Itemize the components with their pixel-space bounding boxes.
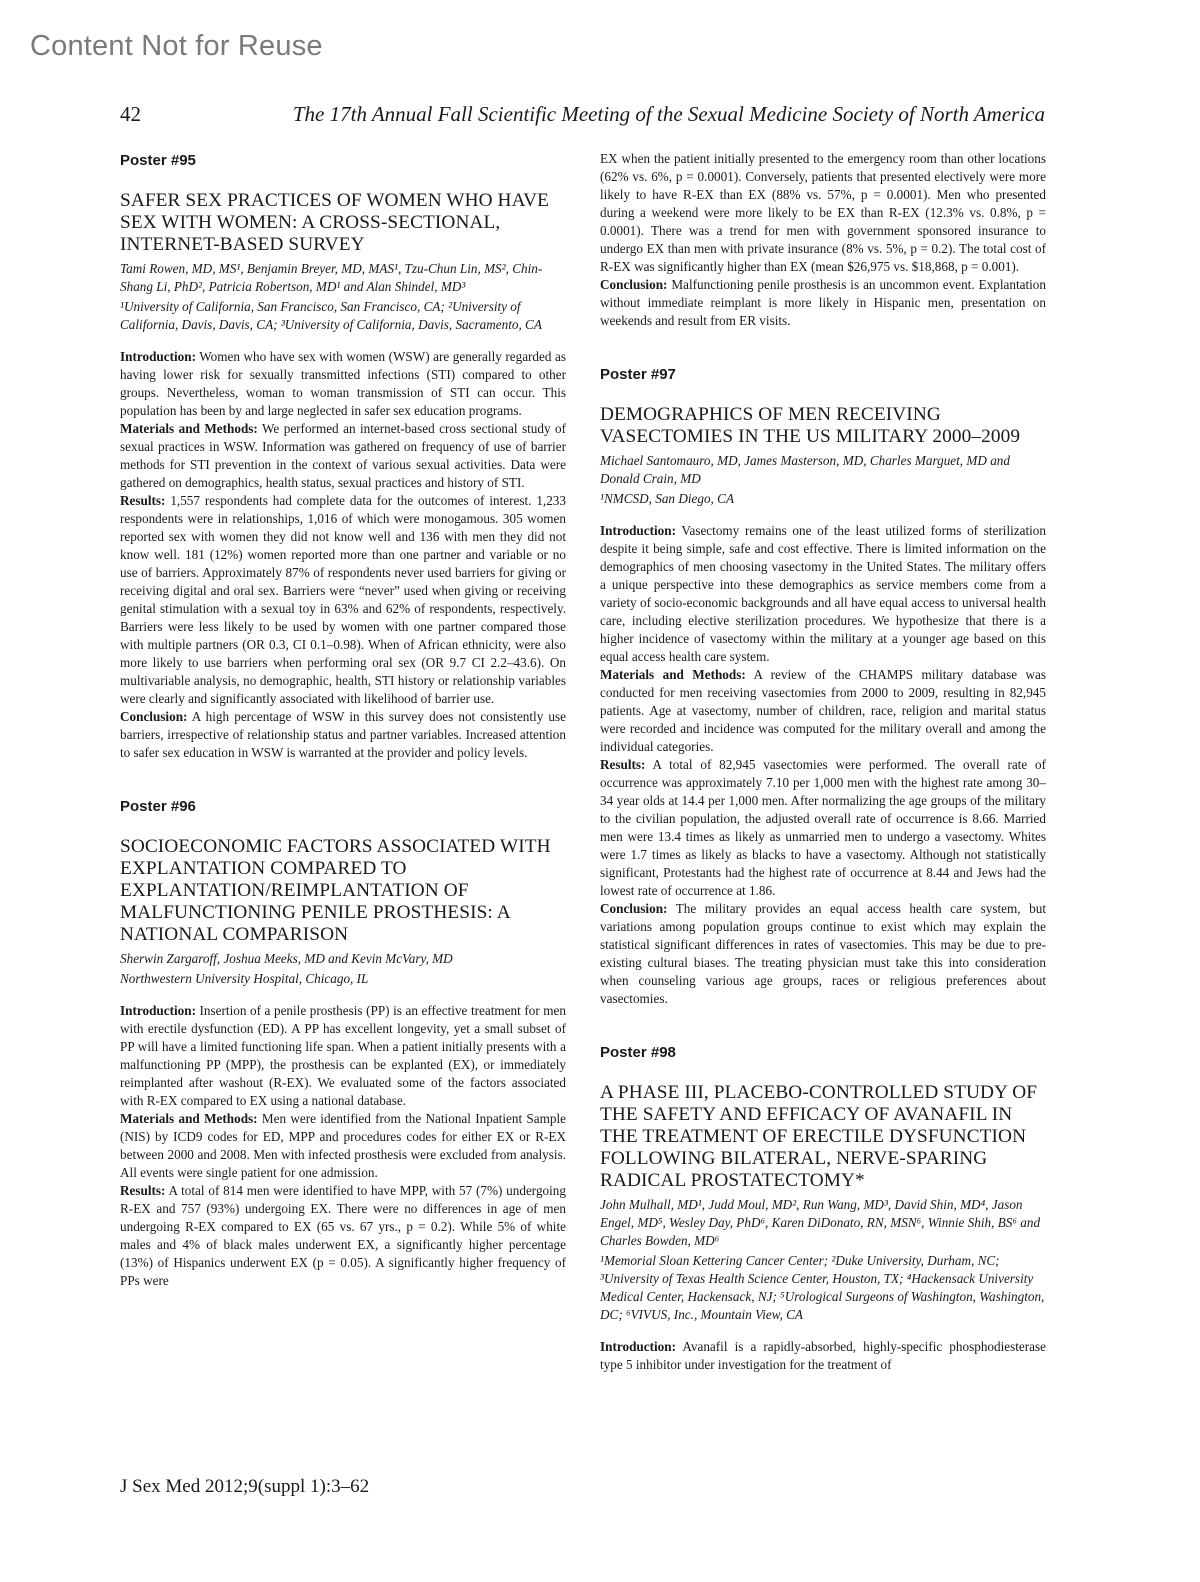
authors: John Mulhall, MD¹, Judd Moul, MD², Run Wang, MD³, David Shin, MD⁴, Jason Engel, MD⁵, Wesley Day, PhD⁶, Karen DiDonato, RN, MSN⁶, Winnie Shih, BS⁶ and Charles Bowden, MD⁶ xyxy=(600,1197,1041,1248)
poster-label: Poster #97 xyxy=(600,366,676,383)
introduction xyxy=(600,522,1046,666)
conclusion xyxy=(600,276,1046,330)
section-text: Malfunctioning penile prosthesis is an uncommon event. Explantation without immediate reimplant is more likely in Hispanic men, presentation on weekends and result from ER visits. xyxy=(600,277,1046,328)
poster-95 xyxy=(120,150,566,762)
results xyxy=(120,492,566,708)
section-gap xyxy=(600,330,1046,364)
section-lead: Results: xyxy=(120,1183,166,1198)
running-head xyxy=(120,102,1045,127)
section-lead: Materials and Methods: xyxy=(120,421,258,436)
section-lead: Conclusion: xyxy=(600,277,668,292)
methods xyxy=(120,1110,566,1182)
affiliations: ¹NMCSD, San Diego, CA xyxy=(600,491,734,506)
abstract-title: SAFER SEX PRACTICES OF WOMEN WHO HAVE SEX WITH WOMEN: A CROSS-SECTIONAL, INTERNET-BASED SURVEY xyxy=(120,190,550,255)
section-lead: Conclusion: xyxy=(120,709,188,724)
section-text: We performed an internet-based cross sectional study of sexual practices in WSW. Information was gathered on frequency of use of barrier methods for STI prevention in the context of various sexual activities. Data were gathered on demographics, health status, sexual practices and history of STI. xyxy=(120,421,566,490)
section-lead: Results: xyxy=(600,757,646,772)
poster-96-continued xyxy=(600,150,1046,330)
introduction xyxy=(120,1002,566,1110)
abstract-title: DEMOGRAPHICS OF MEN RECEIVING VASECTOMIES IN THE US MILITARY 2000–2009 xyxy=(600,404,1021,447)
section-lead: Introduction: xyxy=(600,523,676,538)
section-lead: Materials and Methods: xyxy=(600,667,746,682)
introduction xyxy=(600,1338,1046,1374)
section-lead: Introduction: xyxy=(120,349,196,364)
abstract-title: A PHASE III, PLACEBO-CONTROLLED STUDY OF THE SAFETY AND EFFICACY OF AVANAFIL IN THE TREATMENT OF ERECTILE DYSFUNCTION FOLLOWING BILATERAL, NERVE-SPARING RADICAL PROSTATECTOMY* xyxy=(600,1082,1038,1191)
watermark: Content Not for Reuse xyxy=(30,30,323,62)
section-text: Avanafil is a rapidly-absorbed, highly-specific phosphodiesterase type 5 inhibitor under investigation for the treatment of xyxy=(600,1339,1046,1372)
section-text: A high percentage of WSW in this survey does not consistently use barriers, irrespective of relationship status and partner variables. Increased attention to safer sex education in WSW is warranted at the provider and policy levels. xyxy=(120,709,566,760)
abstract-title: SOCIOECONOMIC FACTORS ASSOCIATED WITH EXPLANTATION COMPARED TO EXPLANTATION/REIMPLANTATION OF MALFUNCTIONING PENILE PROSTHESIS: A NATIONAL COMPARISON xyxy=(120,836,551,945)
poster-label: Poster #95 xyxy=(120,152,196,169)
right-column xyxy=(600,150,1046,1374)
section-text: A total of 814 men were identified to have MPP, with 57 (7%) undergoing R-EX and 757 (93%) undergoing EX. There were no differences in age of men undergoing R-EX compared to EX (65 vs. 67 yrs., p = 0.2). While 5% of white males and 4% of black males underwent EX, a significantly higher percentage (13%) of Hispanics underwent EX (p = 0.05). A significantly higher frequency of PPs were xyxy=(120,1183,566,1288)
poster-96 xyxy=(120,796,566,1290)
poster-98 xyxy=(600,1042,1046,1374)
conclusion xyxy=(120,708,566,762)
conclusion xyxy=(600,900,1046,1008)
section-lead: Conclusion: xyxy=(600,901,668,916)
left-column xyxy=(120,150,566,1290)
results xyxy=(600,756,1046,900)
results-continued: EX when the patient initially presented to the emergency room than other locations (62% vs. 6%, p = 0.0001). Conversely, patients that presented electively were more likely to have R-EX than EX (88% vs. 57%, p = 0.0001). Men who presented during a weekend were more likely to be EX than R-EX (12.3% vs. 0.8%, p = 0.0001). There was a trend for men with government sponsored insurance to undergo EX than men with private insurance (8% vs. 5%, p = 0.2). The total cost of R-EX was significantly higher than EX (mean $26,975 vs. $18,868, p = 0.001). xyxy=(600,151,1046,274)
introduction xyxy=(120,348,566,420)
section-text: The military provides an equal access health care system, but variations among population groups continue to exist which may explain the statistical significant differences in rates of vasectomies. This may be due to pre-existing cultural biases. The treating physician must take this into consideration when counseling various age groups, races or religious preferences about vasectomies. xyxy=(600,901,1046,1006)
results xyxy=(120,1182,566,1290)
authors: Sherwin Zargaroff, Joshua Meeks, MD and Kevin McVary, MD xyxy=(120,951,453,966)
section-text: Men were identified from the National Inpatient Sample (NIS) by ICD9 codes for ED, MPP and procedures codes for either EX or R-EX between 2000 and 2008. Men with infected prosthesis were excluded from analysis. All events were single patient for one admission. xyxy=(120,1111,566,1180)
section-lead: Introduction: xyxy=(120,1003,196,1018)
section-text: 1,557 respondents had complete data for the outcomes of interest. 1,233 respondents were in relationships, 1,016 of which were monogamous. 305 women reported sex with women they did not know well and 136 with men they did not know well. 181 (12%) women reported more than one partner and variable or no use of barriers. Approximately 87% of respondents never used barriers for giving or receiving digital and oral sex. Barriers were “never” used when giving or receiving genital stimulation with a sexual toy in 63% and 62% of respondents, respectively. Barriers were less likely to be used by women with one partner compared those with multiple partners (OR 0.3, CI 0.1–0.98). When of African ethnicity, were also more likely to use barriers when performing oral sex (OR 9.7 CI 2.2–43.6). On multivariable analysis, no demographic, health, STI history or relationship variables were clearly and significantly associated with likelihood of barrier use. xyxy=(120,493,566,706)
methods xyxy=(120,420,566,492)
affiliations: ¹Memorial Sloan Kettering Cancer Center; ²Duke University, Durham, NC; ³University of Texas Health Science Center, Houston, TX; ⁴Hackensack University Medical Center, Hackensack, NJ; ⁵Urological Surgeons of Washington, Washington, DC; ⁶VIVUS, Inc., Mountain View, CA xyxy=(600,1253,1045,1322)
section-text: Women who have sex with women (WSW) are generally regarded as having lower risk for sexually transmitted infections (STI) compared to other groups. Nevertheless, woman to woman transmission of STI can occur. This population has been by and large neglected in safer sex education programs. xyxy=(120,349,566,418)
section-text: A review of the CHAMPS military database was conducted for men receiving vasectomies from 2000 to 2009, resulting in 82,945 patients. Age at vasectomy, number of children, race, religion and marital status were recorded and incidence was computed for the military overall and among the individual categories. xyxy=(600,667,1047,754)
journal-title: The 17th Annual Fall Scientific Meeting of the Sexual Medicine Society of North America xyxy=(292,102,1045,126)
section-text: Insertion of a penile prosthesis (PP) is an effective treatment for men with erectile dysfunction (ED). A PP has excellent longevity, yet a small subset of PP will have a limited functioning life span. When a patient initially presents with a malfunctioning PP (MPP), the prosthesis can be explanted (EX), or immediately reimplanted after washout (R-EX). We evaluated some of the factors associated with R-EX compared to EX using a national database. xyxy=(120,1003,566,1108)
affiliations: ¹University of California, San Francisco, San Francisco, CA; ²University of California, Davis, Davis, CA; ³University of California, Davis, Sacramento, CA xyxy=(120,299,542,332)
section-gap xyxy=(120,762,566,796)
poster-label: Poster #98 xyxy=(600,1044,676,1061)
section-lead: Introduction: xyxy=(600,1339,676,1354)
authors: Michael Santomauro, MD, James Masterson, MD, Charles Marguet, MD and Donald Crain, MD xyxy=(600,453,1010,486)
section-gap xyxy=(600,1008,1046,1042)
affiliations: Northwestern University Hospital, Chicago, IL xyxy=(120,971,369,986)
poster-label: Poster #96 xyxy=(120,798,196,815)
section-text: Vasectomy remains one of the least utilized forms of sterilization despite it being simple, safe and cost effective. There is limited information on the demographics of men choosing vasectomy in the United States. The military offers a unique perspective into these demographics as service members come from a variety of socio-economic backgrounds and all have equal access to universal health care, including elective sterilization procedures. We hypothesize that there is a higher incidence of vasectomy within the military at a younger age based on this equal access health care system. xyxy=(600,523,1046,664)
methods xyxy=(600,666,1046,756)
page-number: 42 xyxy=(120,102,141,126)
section-lead: Materials and Methods: xyxy=(120,1111,258,1126)
page-footer: J Sex Med 2012;9(suppl 1):3–62 xyxy=(120,1476,370,1497)
section-lead: Results: xyxy=(120,493,166,508)
poster-97 xyxy=(600,364,1046,1008)
authors: Tami Rowen, MD, MS¹, Benjamin Breyer, MD, MAS¹, Tzu-Chun Lin, MS², Chin-Shang Li, PhD², Patricia Robertson, MD¹ and Alan Shindel, MD³ xyxy=(120,261,543,294)
section-text: A total of 82,945 vasectomies were performed. The overall rate of occurrence was approximately 7.10 per 1,000 men with the highest rate among 30–34 year olds at 14.4 per 1,000 men. After normalizing the age groups of the military to the civilian population, the adjusted overall rate of occurrence is 8.66. Married men were 13.4 times as likely as unmarried men to undergo a vasectomy. Whites were 1.7 times as likely as blacks to have a vasectomy. Although not statistically significant, Protestants had the highest rate of occurrence at 8.44 and Jews had the lowest rate of occurrence at 1.86. xyxy=(600,757,1046,898)
